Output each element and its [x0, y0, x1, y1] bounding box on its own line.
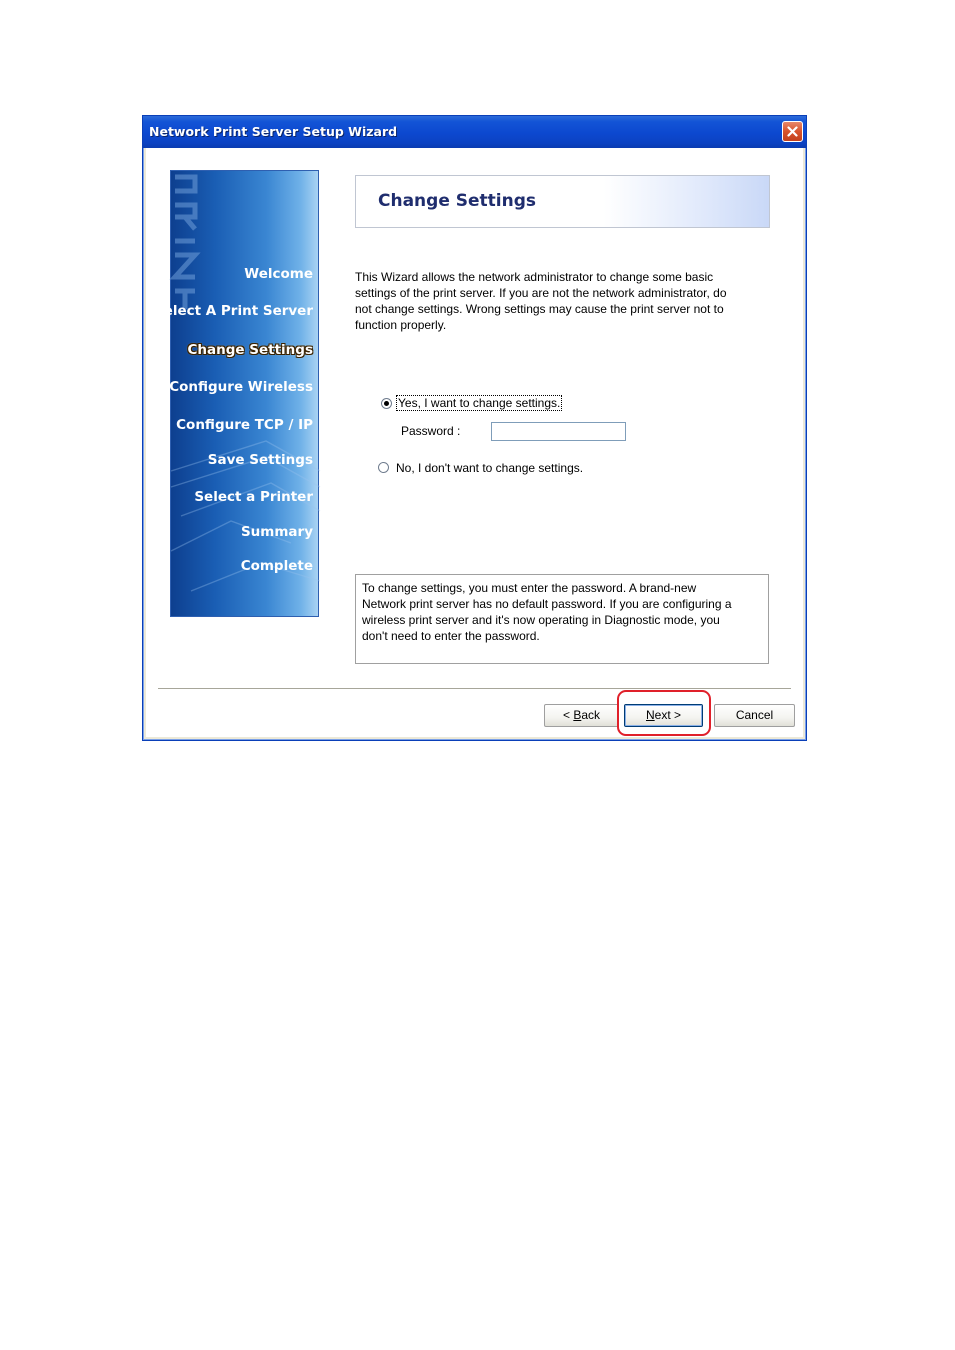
step-complete: Complete: [240, 558, 313, 574]
step-select-printer: Select a Printer: [194, 489, 313, 505]
step-configure-wireless: Configure Wireless: [169, 379, 313, 395]
close-icon: [787, 126, 798, 137]
step-select-print-server: Select A Print Server: [153, 303, 313, 319]
back-button[interactable]: [544, 704, 619, 727]
window-title: Network Print Server Setup Wizard: [149, 124, 398, 139]
close-button[interactable]: [782, 121, 803, 142]
back-button-prefix: <: [562, 708, 574, 722]
watermark-text: PRINT: [171, 171, 174, 172]
no-change-label[interactable]: No, I don't want to change settings.: [396, 461, 584, 475]
page-header-banner: [355, 175, 770, 228]
step-summary: Summary: [240, 524, 313, 540]
description-line: function properly.: [355, 318, 447, 332]
password-label: Password :: [401, 424, 461, 438]
description-line: not change settings. Wrong settings may cause the print server not to: [355, 302, 724, 316]
page-title: Change Settings: [378, 191, 537, 211]
wizard-steps-panel: [153, 170, 319, 617]
title-bar[interactable]: [143, 116, 806, 148]
step-welcome: Welcome: [244, 266, 313, 282]
yes-change-label[interactable]: Yes, I want to change settings.: [398, 396, 561, 410]
info-line: wireless print server and it's now operating in Diagnostic mode, you: [362, 613, 720, 627]
back-button-accel: B: [573, 708, 582, 722]
next-button[interactable]: [624, 704, 703, 727]
step-change-settings: Change Settings: [187, 342, 313, 358]
next-button-accel: N: [645, 708, 655, 722]
info-line: Network print server has no default password. If you are configuring a: [362, 597, 732, 611]
wizard-window: [142, 115, 807, 741]
yes-change-radio[interactable]: [381, 398, 392, 409]
no-change-radio[interactable]: [378, 462, 389, 473]
wizard-description: [355, 269, 765, 333]
footer-separator: [158, 688, 791, 690]
password-info-box: [355, 574, 769, 664]
cancel-button[interactable]: Cancel: [714, 704, 795, 727]
info-line: don't need to enter the password.: [362, 629, 540, 643]
step-save-settings: Save Settings: [207, 452, 313, 468]
step-configure-tcp-ip: Configure TCP / IP: [176, 417, 313, 433]
password-input[interactable]: [491, 422, 626, 441]
next-button-rest: ext >: [654, 708, 682, 722]
description-line: settings of the print server. If you are not the network administrator, do: [355, 286, 727, 300]
wizard-body: [146, 148, 803, 737]
back-button-rest: ack: [581, 708, 601, 722]
description-line: This Wizard allows the network administrator to change some basic: [355, 270, 714, 284]
info-line: To change settings, you must enter the password. A brand-new: [362, 581, 697, 595]
